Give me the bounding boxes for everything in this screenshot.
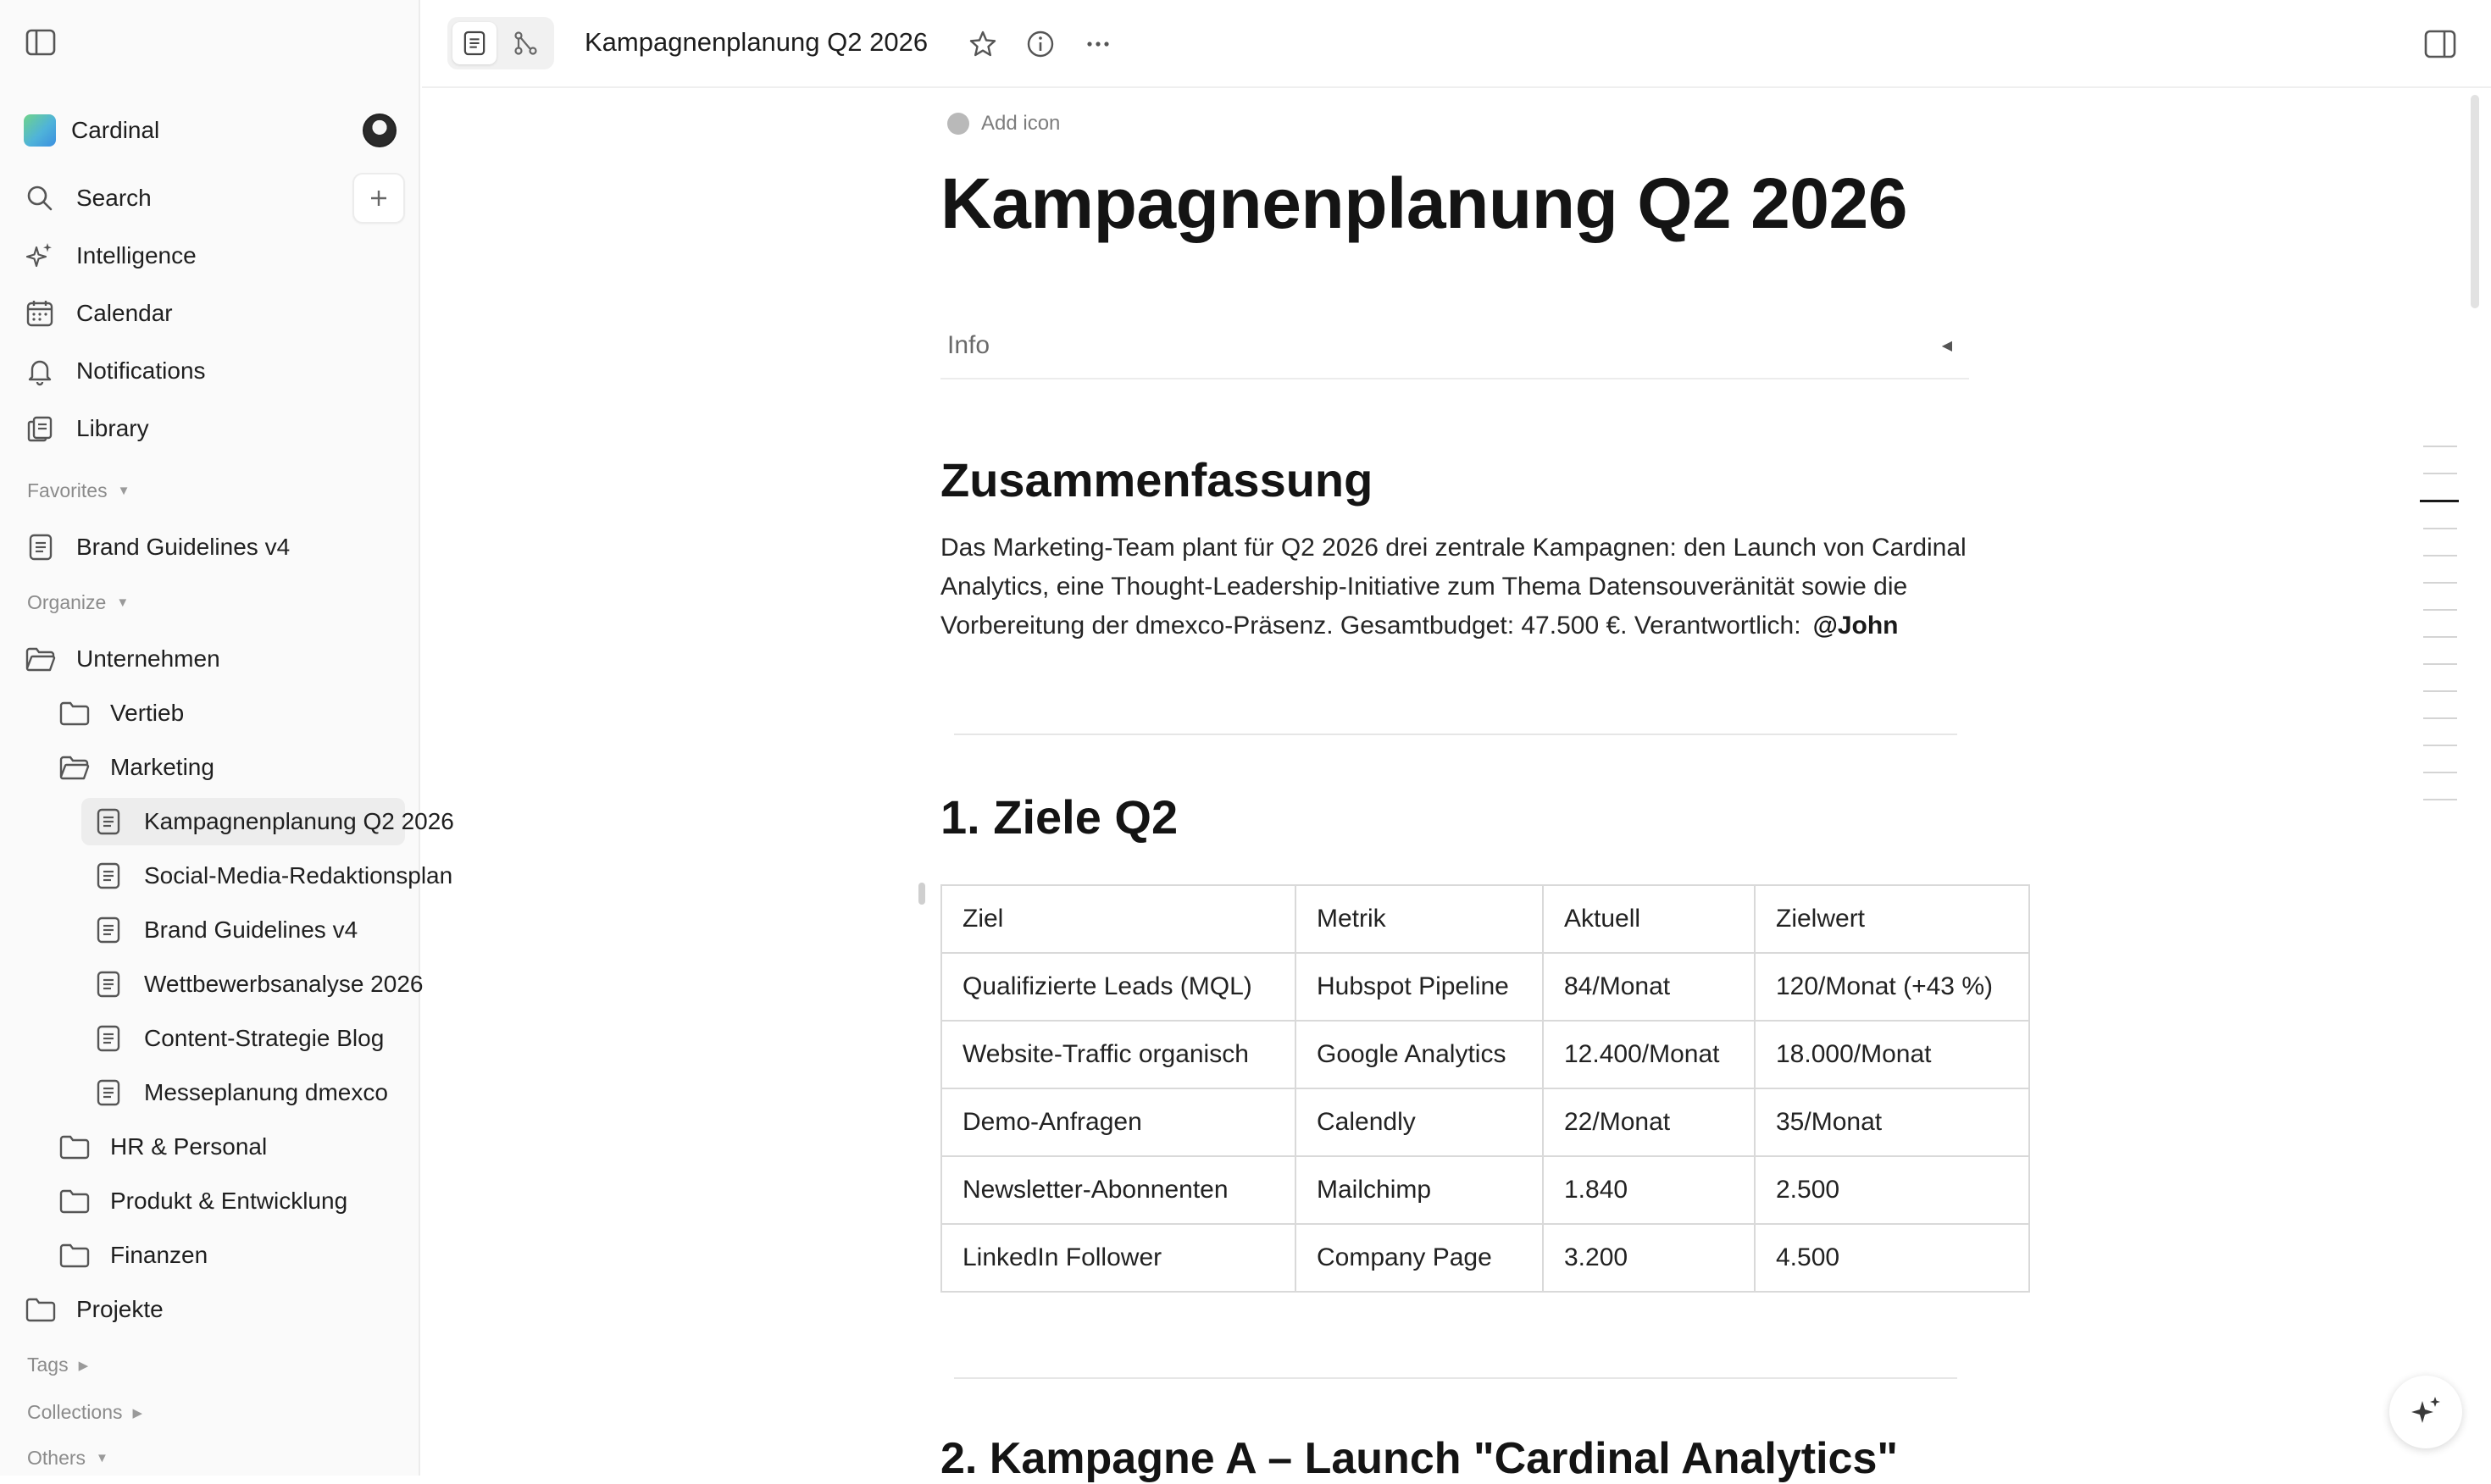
- info-toggle[interactable]: [940, 313, 1969, 379]
- table-cell[interactable]: Hubspot Pipeline: [1295, 953, 1543, 1021]
- bell-icon: [24, 355, 56, 387]
- folder-icon: [59, 1132, 90, 1162]
- folder-produkt[interactable]: [59, 1177, 398, 1225]
- tree-label: Social-Media-Redaktionsplan: [144, 862, 453, 889]
- sparkle-icon: [2407, 1393, 2444, 1431]
- toc-marker[interactable]: [2423, 799, 2457, 800]
- table-cell[interactable]: Website-Traffic organisch: [941, 1021, 1295, 1088]
- table-header-row: [941, 885, 2029, 953]
- plus-icon: [369, 188, 389, 208]
- info-button[interactable]: [1024, 27, 1057, 61]
- nav-library[interactable]: [24, 407, 397, 451]
- library-icon: [24, 413, 56, 445]
- caret-down-icon: ▼: [117, 484, 130, 498]
- table-cell[interactable]: Demo-Anfragen: [941, 1088, 1295, 1156]
- table-row: [941, 1224, 2029, 1292]
- caret-left-icon: ◀: [1941, 339, 1952, 353]
- table-cell[interactable]: 12.400/Monat: [1543, 1021, 1755, 1088]
- sparkle-icon: [24, 240, 56, 272]
- graph-icon: [513, 30, 538, 56]
- table-cell[interactable]: LinkedIn Follower: [941, 1224, 1295, 1292]
- nav-search[interactable]: [24, 176, 397, 220]
- table-cell[interactable]: 22/Monat: [1543, 1088, 1755, 1156]
- nav-calendar[interactable]: [24, 291, 397, 335]
- section-favorites[interactable]: [27, 479, 130, 502]
- table-header-cell[interactable]: Ziel: [941, 885, 1295, 953]
- table-row: [941, 953, 2029, 1021]
- search-icon: [24, 182, 56, 214]
- nav-label: Notifications: [76, 357, 206, 384]
- summary-paragraph[interactable]: [940, 529, 1991, 645]
- doc-brand-guidelines[interactable]: [93, 906, 400, 954]
- top-bar: [422, 0, 2491, 88]
- table-row: [941, 1156, 2029, 1224]
- folder-icon: [59, 1186, 90, 1216]
- doc-social-media[interactable]: [93, 852, 453, 900]
- info-label: Info: [947, 331, 990, 359]
- favorite-star-button[interactable]: [966, 27, 1000, 61]
- table-cell[interactable]: Google Analytics: [1295, 1021, 1543, 1088]
- document-icon: [463, 30, 485, 56]
- tree-label: HR & Personal: [110, 1133, 268, 1160]
- toc-marker[interactable]: [2423, 555, 2457, 556]
- tree-label: Finanzen: [110, 1242, 208, 1268]
- heading-campaign-a[interactable]: 2. Kampagne A – Launch "Cardinal Analytics": [940, 1434, 1899, 1483]
- folder-vertrieb[interactable]: [59, 689, 398, 737]
- add-icon-button[interactable]: [947, 112, 1060, 136]
- toc-marker[interactable]: [2423, 473, 2457, 474]
- table-cell[interactable]: Company Page: [1295, 1224, 1543, 1292]
- section-collections[interactable]: [27, 1401, 142, 1424]
- info-icon: [1026, 30, 1055, 58]
- folder-unternehmen[interactable]: [25, 635, 398, 683]
- folder-icon: [59, 698, 90, 728]
- table-cell[interactable]: 1.840: [1543, 1156, 1755, 1224]
- toc-marker[interactable]: [2423, 745, 2457, 746]
- nav-intelligence[interactable]: [24, 234, 397, 278]
- view-mode-toggle: [447, 17, 554, 69]
- folder-open-icon: [25, 644, 56, 674]
- graph-view-button[interactable]: [503, 22, 547, 64]
- table-cell[interactable]: 18.000/Monat: [1755, 1021, 2029, 1088]
- tree-label: Unternehmen: [76, 645, 220, 672]
- table-cell[interactable]: Mailchimp: [1295, 1156, 1543, 1224]
- calendar-icon: [24, 297, 56, 329]
- ellipsis-icon: [1084, 30, 1112, 58]
- tree-label: Kampagnenplanung Q2 2026: [144, 808, 454, 834]
- ai-assistant-button[interactable]: [2389, 1376, 2462, 1448]
- folder-finanzen[interactable]: [59, 1232, 398, 1279]
- divider: [954, 1377, 1957, 1379]
- table-drag-handle[interactable]: [918, 883, 925, 905]
- table-of-contents-minimap[interactable]: [2420, 446, 2459, 826]
- section-label: Tags: [27, 1354, 69, 1376]
- section-label: Collections: [27, 1401, 123, 1423]
- star-icon: [968, 30, 997, 58]
- tree-label: Wettbewerbsanalyse 2026: [144, 971, 424, 997]
- toc-marker-current[interactable]: [2420, 500, 2459, 502]
- document-body: [940, 88, 2042, 1483]
- document-icon: [93, 915, 124, 945]
- goals-table: [940, 884, 2030, 1293]
- tree-label: Brand Guidelines v4: [76, 534, 291, 560]
- caret-down-icon: ▼: [96, 1451, 108, 1465]
- table-header-cell[interactable]: Aktuell: [1543, 885, 1755, 953]
- toc-marker[interactable]: [2423, 690, 2457, 692]
- document-icon: [93, 1077, 124, 1108]
- document-icon: [93, 1023, 124, 1054]
- table-cell[interactable]: 84/Monat: [1543, 953, 1755, 1021]
- toc-marker[interactable]: [2423, 717, 2457, 719]
- tree-label: Marketing: [110, 754, 214, 780]
- table-header-cell[interactable]: Zielwert: [1755, 885, 2029, 953]
- summary-text: Das Marketing-Team plant für Q2 2026 drei zentrale Kampagnen: den Launch von Cardinal Analytics, eine Thought-Leadership-Initiative zum Thema Datensouveränität sowie die Vorbereitung der dmexco-Präsenz. Gesamtbudget: 47.500 €. Verantwortlich:: [940, 534, 1967, 640]
- folder-icon: [59, 1240, 90, 1271]
- tree-label: Projekte: [76, 1296, 164, 1322]
- page-title[interactable]: Kampagnenplanung Q2 2026: [940, 163, 1907, 243]
- tree-label: Messeplanung dmexco: [144, 1079, 388, 1105]
- document-icon: [25, 532, 56, 562]
- folder-open-icon: [59, 752, 90, 783]
- document-icon: [93, 969, 124, 999]
- nav-label: Calendar: [76, 300, 173, 326]
- table-cell[interactable]: Calendly: [1295, 1088, 1543, 1156]
- workspace-logo: [24, 114, 56, 147]
- section-others[interactable]: [27, 1447, 108, 1470]
- toc-marker[interactable]: [2423, 609, 2457, 611]
- table-cell[interactable]: 120/Monat (+43 %): [1755, 953, 2029, 1021]
- folder-icon: [25, 1294, 56, 1325]
- table-cell[interactable]: Qualifizierte Leads (MQL): [941, 953, 1295, 1021]
- document-title-breadcrumb: Kampagnenplanung Q2 2026: [585, 27, 929, 57]
- table-cell[interactable]: 4.500: [1755, 1224, 2029, 1292]
- toc-marker[interactable]: [2423, 663, 2457, 665]
- doc-wettbewerbsanalyse[interactable]: [93, 961, 424, 1008]
- workspace-switcher[interactable]: [24, 114, 397, 147]
- tree-label: Produkt & Entwicklung: [110, 1188, 348, 1214]
- divider: [954, 734, 1957, 735]
- nav-label: Library: [76, 415, 149, 441]
- caret-right-icon: ▶: [78, 1358, 89, 1373]
- section-label: Organize: [27, 591, 107, 613]
- new-page-button[interactable]: [352, 173, 405, 224]
- doc-messeplanung[interactable]: [93, 1069, 400, 1116]
- favorite-item[interactable]: [25, 523, 398, 571]
- nav-label: Intelligence: [76, 242, 197, 269]
- workspace-name: Cardinal: [71, 117, 160, 143]
- folder-projekte[interactable]: [25, 1286, 398, 1333]
- nav-notifications[interactable]: [24, 349, 397, 393]
- section-label: Others: [27, 1447, 86, 1469]
- section-organize[interactable]: [27, 591, 129, 614]
- caret-right-icon: ▶: [132, 1405, 143, 1420]
- tree-label: Vertieb: [110, 700, 185, 726]
- table-cell[interactable]: 35/Monat: [1755, 1088, 2029, 1156]
- more-options-button[interactable]: [1081, 27, 1115, 61]
- table-row: [941, 1021, 2029, 1088]
- table-header-cell[interactable]: Metrik: [1295, 885, 1543, 953]
- smiley-icon: [947, 113, 969, 135]
- nav-label: Search: [76, 185, 152, 211]
- heading-goals[interactable]: 1. Ziele Q2: [940, 790, 1179, 844]
- scrollbar-thumb[interactable]: [2471, 95, 2479, 308]
- right-panel-toggle-icon[interactable]: [2423, 27, 2457, 61]
- document-icon: [93, 861, 124, 891]
- section-tags[interactable]: [27, 1354, 88, 1376]
- folder-hr[interactable]: [59, 1123, 398, 1171]
- sidebar: [0, 0, 454, 1476]
- avatar[interactable]: [363, 114, 397, 147]
- table-cell[interactable]: 3.200: [1543, 1224, 1755, 1292]
- document-view-button[interactable]: [452, 22, 497, 64]
- document-icon: [93, 806, 124, 837]
- caret-down-icon: ▼: [116, 595, 130, 610]
- toc-marker[interactable]: [2423, 582, 2457, 584]
- table-cell[interactable]: Newsletter-Abonnenten: [941, 1156, 1295, 1224]
- add-icon-label: Add icon: [981, 112, 1061, 135]
- table-row: [941, 1088, 2029, 1156]
- section-label: Favorites: [27, 479, 108, 501]
- toc-marker[interactable]: [2423, 772, 2457, 773]
- doc-kampagnenplanung[interactable]: [81, 798, 454, 845]
- tree-label: Content-Strategie Blog: [144, 1025, 385, 1051]
- heading-summary[interactable]: Zusammenfassung: [940, 453, 1373, 507]
- doc-content-strategie[interactable]: [93, 1015, 400, 1062]
- toc-marker[interactable]: [2423, 528, 2457, 529]
- toc-marker[interactable]: [2423, 636, 2457, 638]
- toc-marker[interactable]: [2423, 446, 2457, 447]
- sidebar-toggle-icon[interactable]: [25, 29, 56, 56]
- folder-marketing[interactable]: [59, 744, 398, 791]
- tree-label: Brand Guidelines v4: [144, 916, 358, 943]
- user-mention[interactable]: @John: [1812, 612, 1899, 640]
- table-cell[interactable]: 2.500: [1755, 1156, 2029, 1224]
